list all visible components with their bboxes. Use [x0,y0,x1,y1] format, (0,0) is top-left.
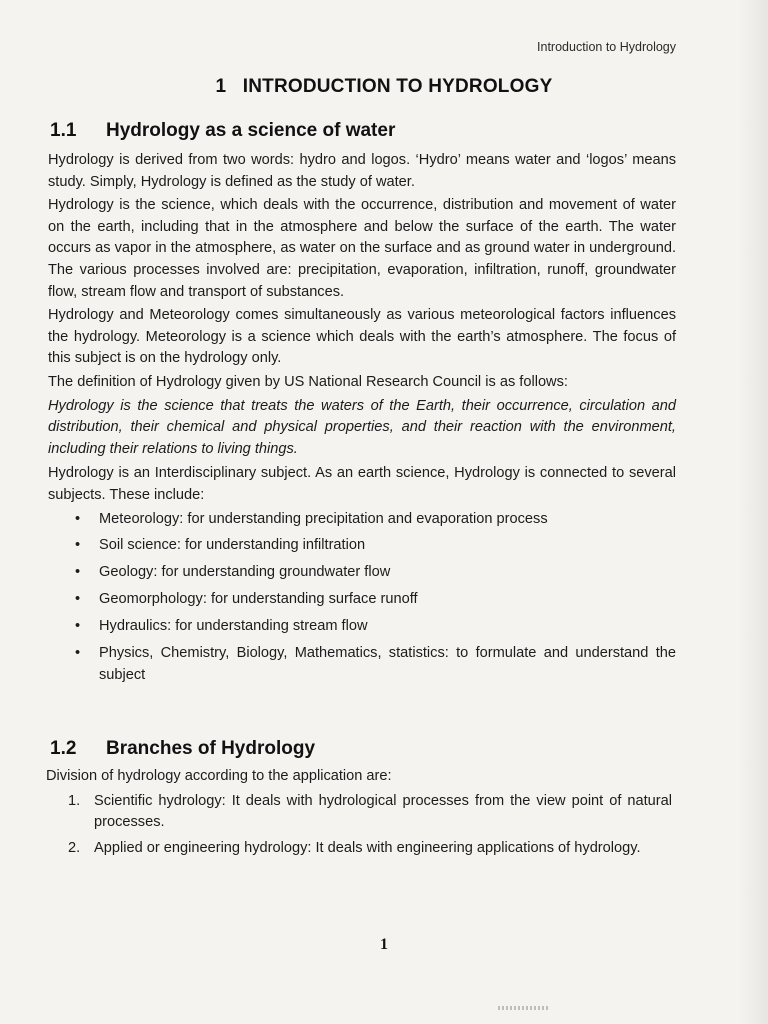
list-item [46,838,672,860]
list-number: 2. [68,839,81,856]
list-item-text: Physics, Chemistry, Biology, Mathematics, statistics: to formulate and understand the subject [99,645,676,684]
section-title: Hydrology as a science of water [106,120,396,141]
bullet-icon: • [75,645,81,662]
list-item-text: Applied or engineering hydrology: It deals with engineering applications of hydrology. [94,839,641,856]
paragraph: Hydrology is the science, which deals with the occurrence, distribution and movement of water on the earth, including that in the atmosphere and below the surface of the earth. The water occurs as vapor in the atmosphere, as water on the surface and as ground water in underground. The various processes involved are: precipitation, evaporation, infiltration, runoff, groundwater flow, stream flow and transport of substances. [48,197,676,300]
list-item-text: Scientific hydrology: It deals with hydrological processes from the view point of natural processes. [94,792,672,831]
list-item [48,562,676,584]
list-item [46,791,672,834]
section-heading-1-2 [50,738,315,760]
paragraph: Hydrology is an Interdisciplinary subject. As an earth science, Hydrology is connected to several subjects. These include: [48,465,676,503]
paragraph: Hydrology and Meteorology comes simultaneously as various meteorological factors influences the hydrology. Meteorology is a science which deals with the earth’s atmosphere. The focus of this subject is on the hydrology only. [48,307,676,367]
running-header: Introduction to Hydrology [537,40,676,54]
paragraph: Division of hydrology according to the application are: [46,768,392,784]
section-number: 1.2 [50,738,77,759]
chapter-title: 1 INTRODUCTION TO HYDROLOGY [215,76,553,97]
list-number: 1. [68,792,81,809]
list-item [48,509,676,531]
list-item-text: Soil science: for understanding infiltration [99,537,366,554]
related-subjects-list [48,509,676,687]
list-item-text: Hydraulics: for understanding stream flow [99,618,368,635]
page-edge-shadow [738,0,768,1024]
branches-list [46,791,672,860]
section-title: Branches of Hydrology [106,738,316,759]
bullet-icon: • [75,618,81,635]
section-number: 1.1 [50,120,77,141]
bullet-icon: • [75,591,81,608]
list-item-text: Geology: for understanding groundwater flow [99,564,391,581]
list-item [48,643,676,686]
list-item [48,589,676,611]
list-item-text: Geomorphology: for understanding surface runoff [99,591,418,608]
definition-quote: Hydrology is the science that treats the waters of the Earth, their occurrence, circulation and distribution, their chemical and physical properties, and their reaction with the environment, including their relations to living things. [48,397,676,457]
paragraph: The definition of Hydrology given by US National Research Council is as follows: [48,373,568,390]
section-1-1-body [48,150,676,692]
bullet-icon: • [75,510,81,527]
bullet-icon: • [75,564,81,581]
list-item [48,535,676,557]
section-heading-1-1 [50,120,395,142]
list-item-text: Meteorology: for understanding precipitation and evaporation process [99,510,548,527]
page-number: 1 [380,936,388,953]
section-1-2-body [46,766,672,863]
list-item [48,616,676,638]
bullet-icon: • [75,537,81,554]
scanner-watermark [498,1006,550,1010]
paragraph: Hydrology is derived from two words: hydro and logos. ‘Hydro’ means water and ‘logos’ means study. Simply, Hydrology is defined as the study of water. [48,152,676,190]
